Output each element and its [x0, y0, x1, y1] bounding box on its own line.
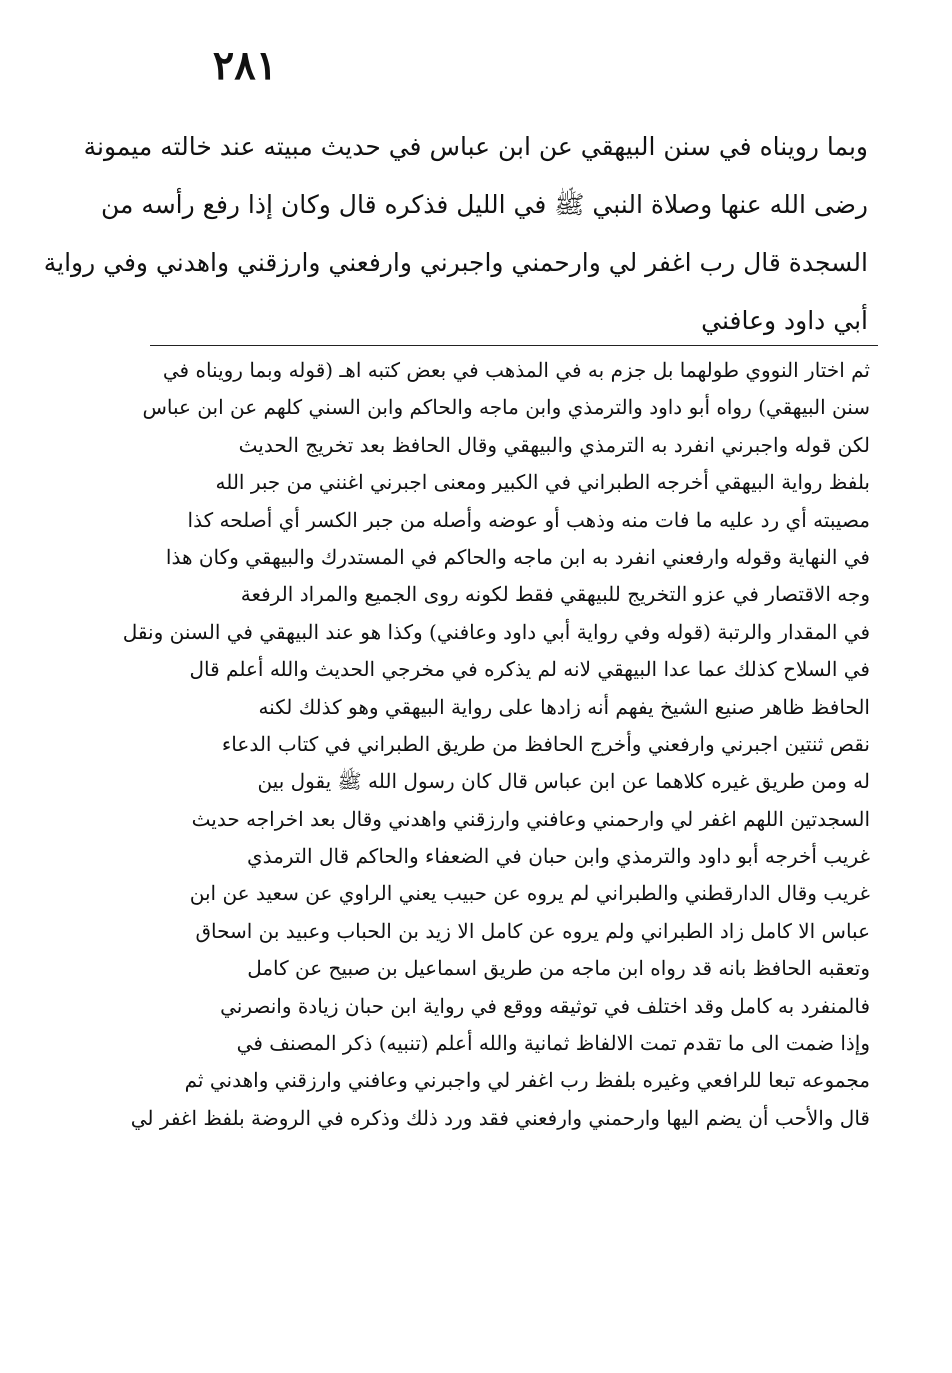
main-text-line: رضى الله عنها وصلاة النبي ﷺ في الليل فذكره قال وكان إذا رفع رأسه من [100, 190, 868, 219]
commentary-line: في السلاح كذلك عما عدا البيهقي لانه لم يذكره في مخرجي الحديث والله أعلم قال [189, 657, 870, 682]
commentary-line: فالمنفرد به كامل وقد اختلف في توثيقه ووقع في رواية ابن حبان زيادة وانصرني [220, 993, 870, 1018]
commentary-line: عباس الا كامل زاد الطبراني ولم يروه عن كامل الا زيد بن الحباب وعبيد بن اسحاق [195, 918, 870, 943]
commentary-line: نقص ثنتين اجبرني وارفعني وأخرج الحافظ من طريق الطبراني في كتاب الدعاء [221, 731, 870, 756]
commentary-line: مجموعه تبعا للرافعي وغيره بلفظ رب اغفر لي واجبرني وعافني وارزقني واهدني ثم [184, 1068, 870, 1093]
page-number: ٢٨١ [212, 42, 278, 89]
commentary-line: غريب أخرجه أبو داود والترمذي وابن حبان في الضعفاء والحاكم قال الترمذي [247, 844, 870, 869]
commentary-line: قال والأحب أن يضم اليها وارحمني وارفعني فقد ورد ذلك وذكره في الروضة بلفظ اغفر لي [130, 1105, 870, 1130]
commentary-line: غريب وقال الدارقطني والطبراني لم يروه عن حبيب يعني الراوي عن سعيد عن ابن [189, 881, 870, 906]
section-divider [150, 345, 878, 346]
commentary-line: مصيبته أي رد عليه ما فات منه وذهب أو عوضه وأصله من جبر الكسر أي أصلحه كذا [187, 507, 870, 532]
commentary-line: وتعقبه الحافظ بانه قد رواه ابن ماجه من طريق اسماعيل بن صبيح عن كامل [247, 956, 870, 981]
commentary-line: لكن قوله واجبرني انفرد به الترمذي والبيهقي وقال الحافظ بعد تخريج الحديث [238, 432, 870, 457]
main-text-line: وبما رويناه في سنن البيهقي عن ابن عباس في حديث مبيته عند خالته ميمونة [83, 132, 868, 161]
commentary-line: سنن البيهقي) رواه أبو داود والترمذي وابن ماجه والحاكم وابن السني كلهم عن ابن عباس [142, 395, 870, 420]
commentary-line: بلفظ رواية البيهقي أخرجه الطبراني في الكبير ومعنى اجبرني اغنني من جبر الله [215, 470, 870, 495]
commentary-line: وجه الاقتصار في عزو التخريج للبيهقي فقط لكونه روى الجميع والمراد الرفعة [240, 582, 870, 607]
commentary-line: له ومن طريق غيره كلاهما عن ابن عباس قال كان رسول الله ﷺ يقول بين [257, 769, 870, 794]
commentary-line: وإذا ضمت الى ما تقدم تمت الالفاظ ثمانية والله أعلم (تنبيه) ذكر المصنف في [236, 1031, 870, 1056]
commentary-line: في المقدار والرتبة (قوله وفي رواية أبي داود وعافني) وكذا هو عند البيهقي في السنن ونقل [122, 619, 870, 644]
commentary-line: في النهاية وقوله وارفعني انفرد به ابن ماجه والحاكم في المستدرك والبيهقي وكان هذا [165, 544, 870, 569]
commentary-line: الحافظ ظاهر صنيع الشيخ يفهم أنه زادها على رواية البيهقي وهو كذلك لكنه [258, 694, 870, 719]
commentary [122, 352, 870, 1137]
main-text-line: أبي داود وعافني [701, 306, 868, 335]
commentary-line: السجدتين اللهم اغفر لي وارحمني وعافني وارزقني واهدني وقال بعد اخراجه حديث [191, 806, 870, 831]
main-text-line: السجدة قال رب اغفر لي وارحمني واجبرني وارفعني وارزقني واهدني وفي رواية [43, 248, 868, 277]
commentary-line: ثم اختار النووي طولهما بل جزم به في المذهب في بعض كتبه اهـ (قوله وبما رويناه في [162, 358, 870, 382]
main-text [43, 118, 868, 350]
